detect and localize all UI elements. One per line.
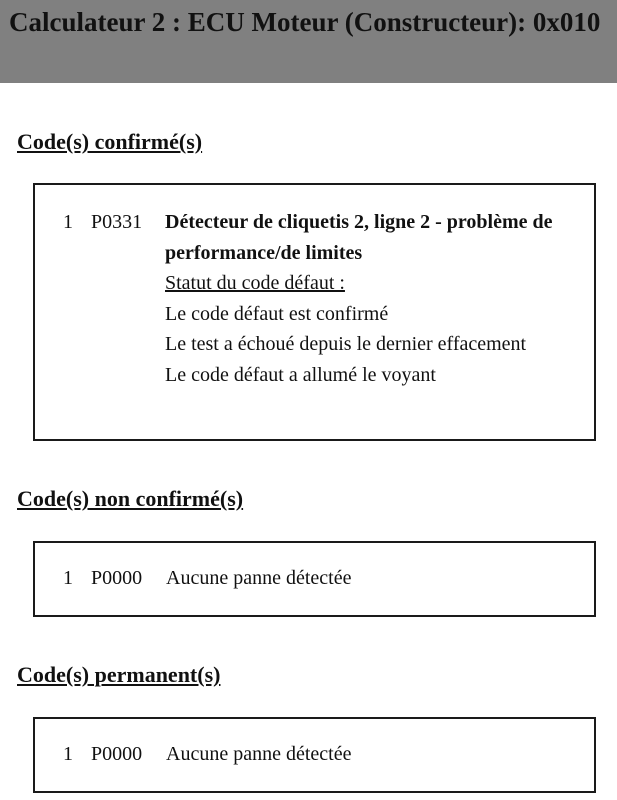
- dtc-details: [166, 563, 566, 594]
- dtc-status-line: Le code défaut est confirmé: [165, 302, 389, 325]
- dtc-status-label: Statut du code défaut :: [165, 272, 345, 294]
- dtc-status-line: Le code défaut a allumé le voyant: [165, 363, 436, 386]
- unconfirmed-codes-heading: Code(s) non confirmé(s): [17, 486, 244, 511]
- permanent-codes-heading: Code(s) permanent(s): [17, 662, 221, 687]
- dtc-index: 1: [63, 211, 73, 233]
- dtc-description: Aucune panne détectée: [166, 567, 352, 589]
- ecu-title: Calculateur 2 : ECU Moteur (Constructeur): 0x010: [9, 7, 601, 37]
- dtc-code: P0000: [91, 743, 143, 765]
- dtc-code: P0331: [91, 211, 143, 233]
- dtc-code: P0000: [91, 567, 143, 589]
- dtc-index: 1: [63, 743, 73, 765]
- dtc-description: Aucune panne détectée: [166, 743, 352, 765]
- dtc-index: 1: [63, 567, 73, 589]
- permanent-codes-box: [33, 717, 596, 793]
- confirmed-codes-box: [33, 183, 596, 441]
- confirmed-codes-heading: Code(s) confirmé(s): [17, 129, 203, 154]
- unconfirmed-codes-box: [33, 541, 596, 617]
- dtc-status-line: Le test a échoué depuis le dernier effacement: [165, 333, 527, 355]
- dtc-details: [166, 739, 566, 770]
- dtc-details: [165, 207, 565, 390]
- dtc-description: Détecteur de cliquetis 2, ligne 2 - problème de performance/de limites: [165, 211, 553, 264]
- ecu-header: [0, 0, 617, 83]
